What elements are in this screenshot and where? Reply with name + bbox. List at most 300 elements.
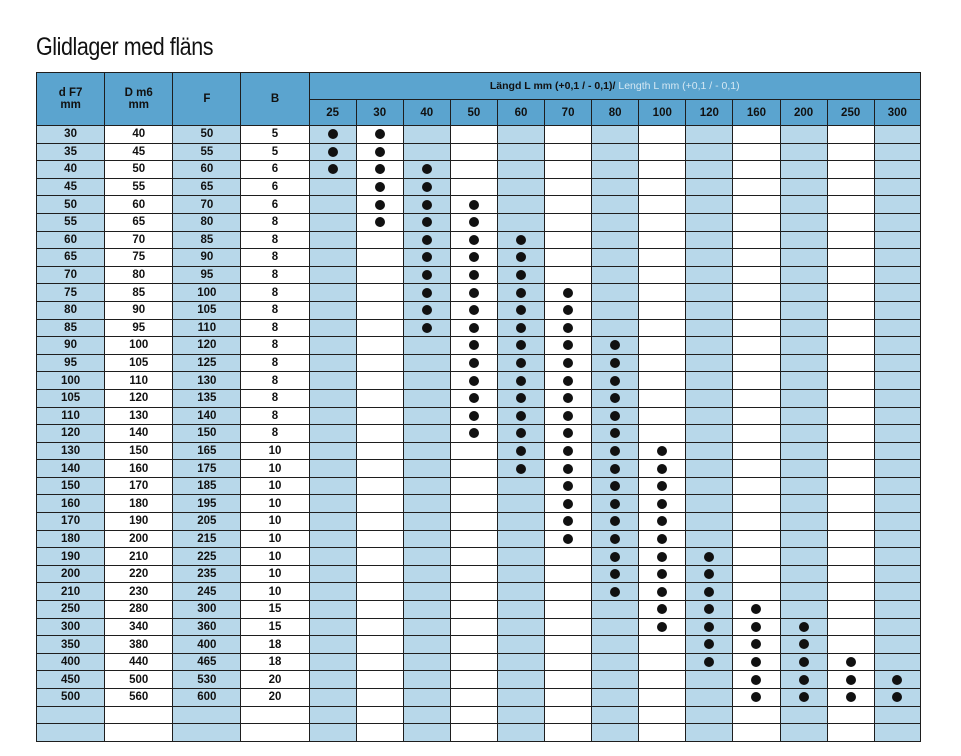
availability-dot-icon [469, 411, 479, 421]
cell-length-30 [356, 389, 403, 407]
table-row [37, 460, 921, 478]
cell-length-250 [827, 689, 874, 707]
table-row [37, 178, 921, 196]
cell-length-100 [639, 266, 686, 284]
availability-dot-icon [657, 464, 667, 474]
cell-length-30 [356, 249, 403, 267]
table-row [37, 495, 921, 513]
cell-d: 300 [37, 618, 105, 636]
cell-length-40 [403, 653, 450, 671]
cell-f: 465 [173, 653, 241, 671]
cell-b: 10 [241, 530, 309, 548]
cell-length-25 [309, 301, 356, 319]
header-length-80: 80 [592, 100, 639, 126]
cell-length-300 [874, 231, 920, 249]
availability-dot-icon [563, 288, 573, 298]
table-row [37, 689, 921, 707]
cell-length-30 [356, 460, 403, 478]
cell-length-30 [356, 442, 403, 460]
cell-d [37, 706, 105, 724]
table-row [37, 724, 921, 742]
cell-length-80 [592, 548, 639, 566]
cell-length-40 [403, 706, 450, 724]
cell-length-200 [780, 636, 827, 654]
cell-length-300 [874, 126, 920, 144]
cell-d: 55 [105, 178, 173, 196]
cell-length-100 [639, 284, 686, 302]
cell-length-50 [450, 126, 497, 144]
cell-length-70 [545, 266, 592, 284]
cell-length-250 [827, 284, 874, 302]
flange-bearing-table [36, 72, 921, 742]
availability-dot-icon [751, 622, 761, 632]
cell-length-60 [497, 249, 544, 267]
cell-length-100 [639, 460, 686, 478]
cell-d: 210 [105, 548, 173, 566]
cell-length-30 [356, 583, 403, 601]
cell-d [37, 724, 105, 742]
cell-length-200 [780, 671, 827, 689]
cell-f: 150 [173, 425, 241, 443]
header-length-250: 250 [827, 100, 874, 126]
cell-length-250 [827, 407, 874, 425]
table-row [37, 513, 921, 531]
cell-length-100 [639, 706, 686, 724]
cell-length-120 [686, 653, 733, 671]
availability-dot-icon [657, 516, 667, 526]
table-row [37, 354, 921, 372]
cell-length-60 [497, 601, 544, 619]
availability-dot-icon [469, 217, 479, 227]
availability-dot-icon [516, 464, 526, 474]
header-length-60: 60 [497, 100, 544, 126]
cell-length-160 [733, 407, 780, 425]
cell-b: 18 [241, 636, 309, 654]
cell-length-300 [874, 389, 920, 407]
cell-length-100 [639, 389, 686, 407]
cell-length-25 [309, 636, 356, 654]
cell-length-40 [403, 231, 450, 249]
cell-length-50 [450, 425, 497, 443]
cell-length-25 [309, 460, 356, 478]
cell-length-80 [592, 196, 639, 214]
cell-length-160 [733, 653, 780, 671]
cell-length-40 [403, 372, 450, 390]
availability-dot-icon [516, 323, 526, 333]
cell-length-70 [545, 284, 592, 302]
cell-d: 95 [37, 354, 105, 372]
availability-dot-icon [657, 622, 667, 632]
availability-dot-icon [751, 692, 761, 702]
cell-length-100 [639, 354, 686, 372]
cell-length-300 [874, 284, 920, 302]
availability-dot-icon [422, 305, 432, 315]
cell-length-25 [309, 266, 356, 284]
cell-length-200 [780, 143, 827, 161]
cell-b: 10 [241, 477, 309, 495]
cell-length-70 [545, 319, 592, 337]
table-row [37, 636, 921, 654]
cell-length-70 [545, 389, 592, 407]
cell-length-25 [309, 477, 356, 495]
availability-dot-icon [563, 516, 573, 526]
availability-dot-icon [375, 182, 385, 192]
cell-d: 350 [37, 636, 105, 654]
cell-length-80 [592, 495, 639, 513]
cell-b: 10 [241, 565, 309, 583]
cell-length-100 [639, 442, 686, 460]
cell-length-40 [403, 196, 450, 214]
header-f: F [173, 73, 241, 126]
cell-length-40 [403, 565, 450, 583]
cell-d: 105 [37, 389, 105, 407]
cell-length-250 [827, 389, 874, 407]
table-row [37, 530, 921, 548]
availability-dot-icon [610, 516, 620, 526]
cell-length-100 [639, 126, 686, 144]
cell-length-70 [545, 161, 592, 179]
cell-length-250 [827, 460, 874, 478]
cell-length-160 [733, 319, 780, 337]
cell-length-100 [639, 653, 686, 671]
cell-length-50 [450, 601, 497, 619]
cell-length-40 [403, 213, 450, 231]
cell-length-25 [309, 372, 356, 390]
header-b: B [241, 73, 309, 126]
cell-b: 10 [241, 513, 309, 531]
cell-length-70 [545, 301, 592, 319]
cell-length-70 [545, 372, 592, 390]
cell-length-200 [780, 565, 827, 583]
cell-length-40 [403, 389, 450, 407]
cell-length-100 [639, 583, 686, 601]
cell-length-50 [450, 301, 497, 319]
cell-length-40 [403, 689, 450, 707]
cell-b: 8 [241, 249, 309, 267]
cell-length-300 [874, 161, 920, 179]
cell-length-200 [780, 337, 827, 355]
cell-d: 110 [37, 407, 105, 425]
cell-length-160 [733, 618, 780, 636]
cell-length-160 [733, 266, 780, 284]
header-length-30: 30 [356, 100, 403, 126]
cell-b: 10 [241, 460, 309, 478]
cell-length-160 [733, 249, 780, 267]
cell-length-100 [639, 425, 686, 443]
cell-length-60 [497, 583, 544, 601]
cell-length-300 [874, 477, 920, 495]
cell-length-120 [686, 196, 733, 214]
cell-length-160 [733, 284, 780, 302]
cell-d: 230 [105, 583, 173, 601]
cell-length-120 [686, 442, 733, 460]
availability-dot-icon [704, 552, 714, 562]
availability-dot-icon [375, 217, 385, 227]
cell-length-120 [686, 213, 733, 231]
availability-dot-icon [563, 411, 573, 421]
availability-dot-icon [563, 340, 573, 350]
cell-length-300 [874, 196, 920, 214]
cell-length-60 [497, 671, 544, 689]
availability-dot-icon [563, 393, 573, 403]
cell-b: 10 [241, 583, 309, 601]
cell-length-250 [827, 671, 874, 689]
cell-length-60 [497, 284, 544, 302]
cell-length-60 [497, 460, 544, 478]
cell-length-250 [827, 548, 874, 566]
availability-dot-icon [610, 481, 620, 491]
cell-length-40 [403, 266, 450, 284]
cell-length-120 [686, 689, 733, 707]
availability-dot-icon [610, 464, 620, 474]
cell-length-250 [827, 706, 874, 724]
cell-d: 105 [105, 354, 173, 372]
table-row [37, 548, 921, 566]
availability-dot-icon [375, 164, 385, 174]
cell-length-60 [497, 372, 544, 390]
availability-dot-icon [657, 552, 667, 562]
cell-length-70 [545, 513, 592, 531]
cell-length-80 [592, 266, 639, 284]
cell-length-50 [450, 196, 497, 214]
cell-length-25 [309, 724, 356, 742]
cell-length-50 [450, 319, 497, 337]
cell-length-50 [450, 407, 497, 425]
cell-length-25 [309, 706, 356, 724]
cell-length-100 [639, 636, 686, 654]
availability-dot-icon [657, 481, 667, 491]
cell-length-100 [639, 178, 686, 196]
cell-d: 80 [105, 266, 173, 284]
cell-length-60 [497, 530, 544, 548]
cell-length-300 [874, 266, 920, 284]
cell-length-120 [686, 143, 733, 161]
cell-length-300 [874, 530, 920, 548]
availability-dot-icon [799, 639, 809, 649]
availability-dot-icon [469, 200, 479, 210]
cell-length-300 [874, 513, 920, 531]
availability-dot-icon [704, 622, 714, 632]
cell-length-30 [356, 495, 403, 513]
cell-length-25 [309, 389, 356, 407]
cell-length-80 [592, 477, 639, 495]
cell-length-300 [874, 671, 920, 689]
cell-length-80 [592, 653, 639, 671]
cell-length-40 [403, 636, 450, 654]
table-row [37, 231, 921, 249]
cell-length-300 [874, 653, 920, 671]
cell-length-250 [827, 425, 874, 443]
cell-length-80 [592, 689, 639, 707]
availability-dot-icon [563, 376, 573, 386]
cell-length-70 [545, 636, 592, 654]
cell-length-160 [733, 442, 780, 460]
availability-dot-icon [657, 534, 667, 544]
availability-dot-icon [563, 499, 573, 509]
cell-length-120 [686, 671, 733, 689]
cell-length-30 [356, 425, 403, 443]
cell-length-30 [356, 565, 403, 583]
cell-length-160 [733, 337, 780, 355]
cell-length-60 [497, 178, 544, 196]
cell-length-60 [497, 425, 544, 443]
cell-length-100 [639, 495, 686, 513]
availability-dot-icon [516, 235, 526, 245]
availability-dot-icon [657, 587, 667, 597]
cell-f: 50 [173, 126, 241, 144]
cell-f: 225 [173, 548, 241, 566]
cell-length-40 [403, 354, 450, 372]
cell-d: 85 [37, 319, 105, 337]
cell-b: 6 [241, 161, 309, 179]
cell-length-120 [686, 284, 733, 302]
cell-length-120 [686, 601, 733, 619]
cell-b: 8 [241, 213, 309, 231]
cell-length-60 [497, 495, 544, 513]
cell-length-200 [780, 213, 827, 231]
availability-dot-icon [516, 340, 526, 350]
cell-length-100 [639, 477, 686, 495]
cell-length-200 [780, 231, 827, 249]
cell-length-200 [780, 583, 827, 601]
availability-dot-icon [563, 481, 573, 491]
cell-length-200 [780, 301, 827, 319]
cell-length-80 [592, 354, 639, 372]
cell-length-40 [403, 671, 450, 689]
cell-b: 20 [241, 689, 309, 707]
availability-dot-icon [516, 305, 526, 315]
cell-length-100 [639, 530, 686, 548]
header-length [309, 73, 920, 100]
cell-length-25 [309, 513, 356, 531]
cell-length-160 [733, 548, 780, 566]
cell-length-160 [733, 301, 780, 319]
cell-length-40 [403, 442, 450, 460]
cell-length-25 [309, 601, 356, 619]
table-row [37, 266, 921, 284]
cell-length-30 [356, 653, 403, 671]
header-length-300: 300 [874, 100, 920, 126]
cell-b: 8 [241, 425, 309, 443]
table-row [37, 442, 921, 460]
cell-length-40 [403, 460, 450, 478]
cell-length-160 [733, 495, 780, 513]
cell-length-30 [356, 196, 403, 214]
cell-length-250 [827, 583, 874, 601]
cell-length-50 [450, 724, 497, 742]
cell-f [173, 724, 241, 742]
availability-dot-icon [657, 446, 667, 456]
availability-dot-icon [846, 657, 856, 667]
availability-dot-icon [328, 147, 338, 157]
cell-length-40 [403, 143, 450, 161]
availability-dot-icon [751, 639, 761, 649]
availability-dot-icon [422, 288, 432, 298]
cell-length-30 [356, 407, 403, 425]
cell-length-60 [497, 477, 544, 495]
cell-length-120 [686, 460, 733, 478]
cell-f: 400 [173, 636, 241, 654]
cell-length-160 [733, 530, 780, 548]
cell-length-40 [403, 477, 450, 495]
cell-b [241, 724, 309, 742]
cell-length-25 [309, 618, 356, 636]
cell-d: 560 [105, 689, 173, 707]
cell-d: 190 [37, 548, 105, 566]
cell-d: 100 [37, 372, 105, 390]
cell-length-25 [309, 689, 356, 707]
cell-d: 65 [37, 249, 105, 267]
cell-length-25 [309, 196, 356, 214]
cell-length-30 [356, 689, 403, 707]
cell-f: 245 [173, 583, 241, 601]
cell-length-70 [545, 425, 592, 443]
cell-length-60 [497, 354, 544, 372]
availability-dot-icon [846, 675, 856, 685]
cell-b: 6 [241, 196, 309, 214]
availability-dot-icon [516, 393, 526, 403]
cell-f: 185 [173, 477, 241, 495]
cell-length-60 [497, 407, 544, 425]
cell-d: 130 [37, 442, 105, 460]
cell-length-250 [827, 231, 874, 249]
cell-length-50 [450, 706, 497, 724]
cell-length-50 [450, 389, 497, 407]
cell-f: 100 [173, 284, 241, 302]
cell-f: 125 [173, 354, 241, 372]
cell-f: 95 [173, 266, 241, 284]
cell-d: 140 [105, 425, 173, 443]
availability-dot-icon [610, 587, 620, 597]
cell-length-25 [309, 530, 356, 548]
availability-dot-icon [516, 411, 526, 421]
cell-length-80 [592, 442, 639, 460]
cell-length-80 [592, 671, 639, 689]
cell-length-80 [592, 425, 639, 443]
availability-dot-icon [516, 428, 526, 438]
cell-length-70 [545, 477, 592, 495]
cell-b: 20 [241, 671, 309, 689]
cell-f: 65 [173, 178, 241, 196]
cell-length-100 [639, 618, 686, 636]
cell-length-200 [780, 126, 827, 144]
cell-length-300 [874, 319, 920, 337]
cell-length-120 [686, 231, 733, 249]
cell-length-60 [497, 126, 544, 144]
cell-length-30 [356, 477, 403, 495]
cell-length-30 [356, 548, 403, 566]
cell-d: 70 [105, 231, 173, 249]
cell-length-200 [780, 389, 827, 407]
cell-length-50 [450, 513, 497, 531]
cell-length-80 [592, 161, 639, 179]
cell-length-25 [309, 337, 356, 355]
availability-dot-icon [516, 270, 526, 280]
cell-length-70 [545, 337, 592, 355]
cell-f: 215 [173, 530, 241, 548]
availability-dot-icon [563, 428, 573, 438]
cell-d: 95 [105, 319, 173, 337]
cell-length-160 [733, 178, 780, 196]
cell-length-70 [545, 178, 592, 196]
cell-length-100 [639, 337, 686, 355]
cell-length-200 [780, 425, 827, 443]
availability-dot-icon [563, 358, 573, 368]
cell-length-100 [639, 724, 686, 742]
cell-length-100 [639, 161, 686, 179]
cell-length-250 [827, 653, 874, 671]
cell-length-80 [592, 372, 639, 390]
